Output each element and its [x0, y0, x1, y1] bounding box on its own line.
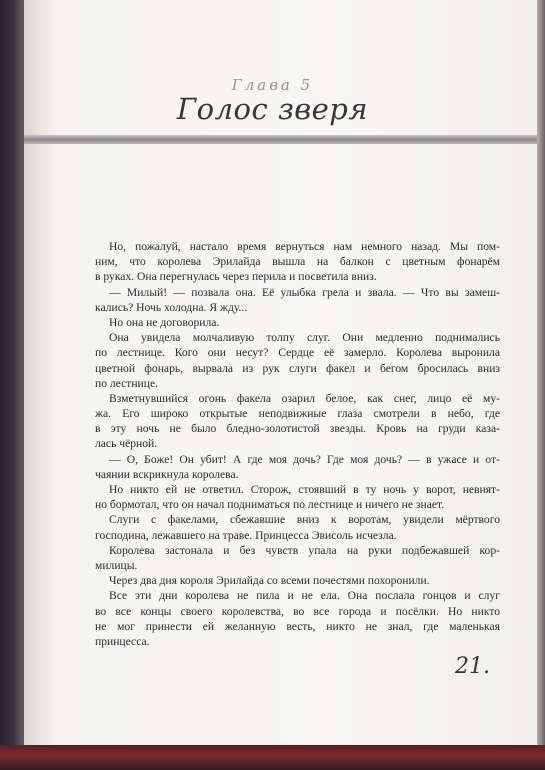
text-line: принцесса. [95, 634, 150, 648]
text-line: Она увидела молчаливую толпу слуг. Они медленно поднимались [109, 331, 500, 345]
text-line: Все эти дни королева не пила и не ела. Она послала гонцов и слуг [109, 589, 500, 603]
text-line: ним, что королева Эрилайда вышла на балкон с цветным фонарём [95, 255, 500, 269]
text-line: лась чёрной. [95, 437, 158, 451]
chapter-label: Глава 5 [231, 76, 314, 94]
book-cover-edge [0, 745, 545, 770]
text-line: господина, лежавшего на траве. Принцесса Эвисоль исчезла. [95, 528, 397, 542]
text-line: Взметнувшийся огонь факела озарил белое, как снег, лицо её му- [109, 391, 500, 405]
text-line: чаянии вскрикнула королева. [95, 467, 239, 481]
text-line: Слуги с факелами, сбежавшие вниз к воротам, увидели мёртвого [109, 513, 500, 527]
text-line: — О, Боже! Он убит! А где моя дочь? Где моя дочь? — в ужасе и от- [109, 452, 500, 466]
chapter-divider [24, 135, 537, 144]
text-line: Но никто ей не ответил. Сторож, стоявший в ту ночь у ворот, невнят- [109, 483, 500, 496]
text-line: кались? Ночь холодна. Я жду... [95, 300, 248, 314]
text-line: жа. Его широко открытые неподвижные глаза смотрели в небо, где [95, 407, 500, 421]
text-line: не мог принести ей желанную весть, никто не знал, где маленькая [95, 619, 500, 633]
text-line: в руках. Она перегнулась через перила и посветила вниз. [95, 270, 377, 284]
text-line: — Милый! — позвала она. Её улыбка грела и звала. — Что вы замеш- [109, 285, 500, 299]
text-line: Но, пожалуй, настало время вернуться нам немного назад. Мы пом- [109, 240, 500, 253]
text-line: по лестнице. Кого они несут? Сердце её замерло. Королева выронила [95, 346, 500, 360]
text-line: Через два дня короля Эрилайда со всеми почестями похоронили. [109, 574, 430, 588]
page-number: 21. [455, 654, 490, 679]
text-line: во все концы своего королевства, во все города и посёлки. Но никто [95, 604, 500, 618]
text-line: Но она не договорила. [109, 315, 220, 329]
text-line: в эту ночь не было бледно-золотистой звезды. Кровь на груди каза- [95, 422, 500, 436]
body-text [95, 239, 500, 649]
text-line: милицы. [95, 558, 138, 572]
text-line: Королева застонала и без чувств упала на руки подбежавшей кор- [109, 543, 500, 557]
text-line: по лестнице. [95, 376, 158, 390]
text-line: но бормотал, что он начал подниматься по лестнице и ничего не знает. [95, 498, 445, 512]
chapter-title: Голос зверя [176, 92, 369, 126]
text-line: цветной фонарь, вырвала из рук слуги факел и бегом бросилась вниз [95, 361, 500, 375]
